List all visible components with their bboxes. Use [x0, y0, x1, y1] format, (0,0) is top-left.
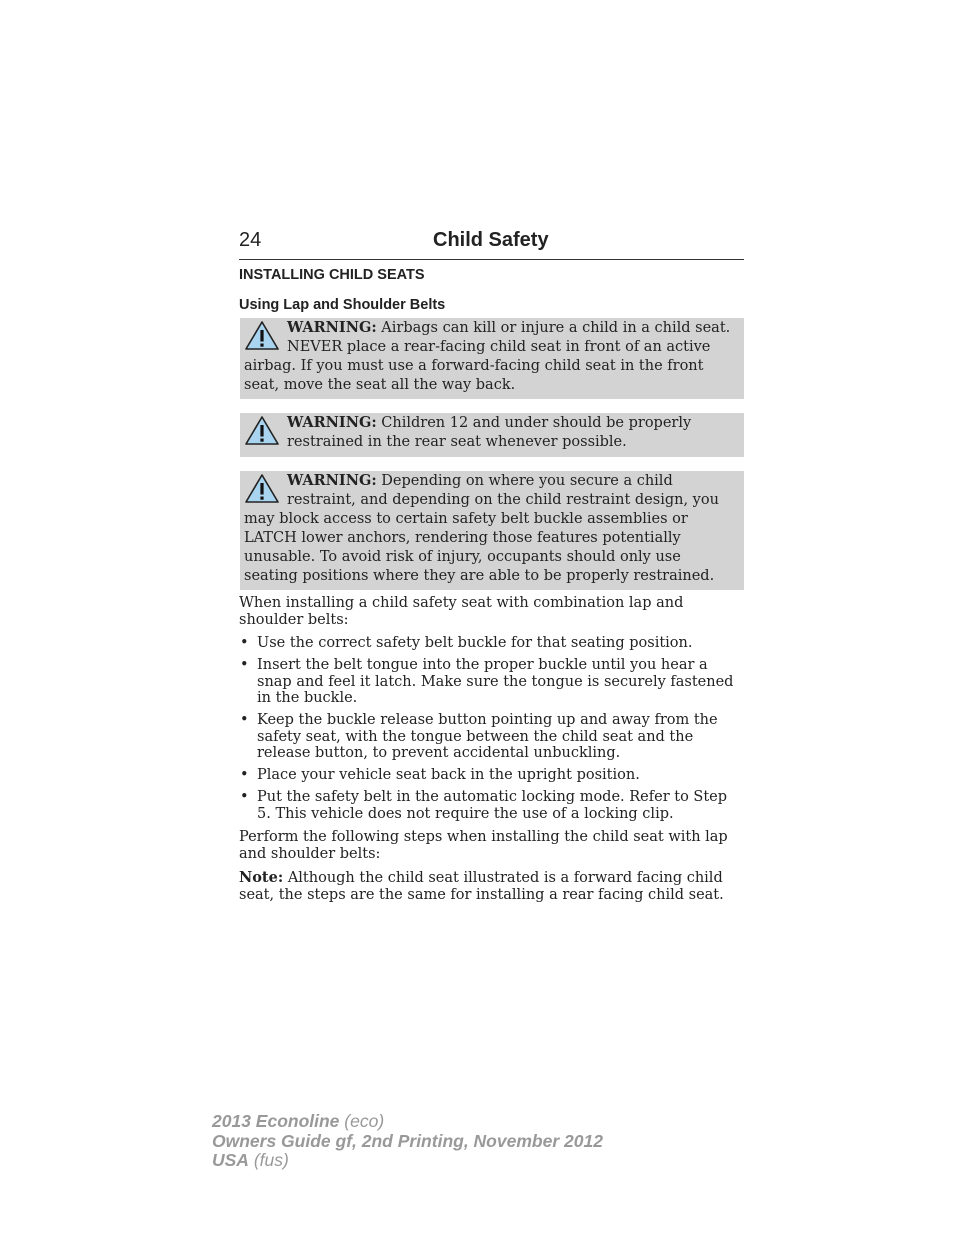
chapter-title: Child Safety — [433, 229, 549, 251]
page-footer — [212, 1112, 603, 1171]
footer-region: USA — [212, 1150, 249, 1170]
bullet-icon: • — [240, 767, 249, 784]
note-paragraph — [239, 870, 739, 903]
footer-line-2: Owners Guide gf, 2nd Printing, November 2012 — [212, 1130, 603, 1151]
steps-paragraph: Perform the following steps when installing the child seat with lap and shoulder belts: — [239, 829, 728, 862]
list-item — [239, 767, 744, 784]
list-item — [239, 657, 744, 707]
subsection-heading: Using Lap and Shoulder Belts — [239, 297, 446, 313]
warning-triangle-icon — [244, 473, 284, 507]
list-item — [239, 789, 744, 822]
note-text: Although the child seat illustrated is a forward facing child seat, the steps are the same for installing a rear facing child seat. — [239, 870, 724, 903]
page-header — [239, 229, 744, 260]
warning-triangle-icon — [244, 415, 284, 449]
list-item-text: Place your vehicle seat back in the upright position. — [257, 767, 640, 784]
bullet-list — [239, 635, 744, 828]
section-heading: INSTALLING CHILD SEATS — [239, 267, 425, 283]
list-item-text: Insert the belt tongue into the proper buckle until you hear a snap and feel it latch. Make sure the tongue is securely fastened in the buckle. — [257, 657, 734, 707]
bullet-icon: • — [240, 635, 249, 651]
warning-label: WARNING: — [287, 414, 377, 431]
warning-text: Depending on where you secure a child restraint, and depending on the child restraint design, you may block access to certain safety belt buckle assemblies or LATCH lower anchors, rendering those features potentially unusable. To avoid risk of injury, occupants should only use seating positions where they are able to be properly restrained. — [244, 473, 719, 584]
warning-text: Airbags can kill or injure a child in a child seat. NEVER place a rear-facing child seat in front of an active airbag. If you must use a forward-facing child seat in the front seat, move the seat all the way back. — [244, 320, 731, 393]
list-item-text: Use the correct safety belt buckle for that seating position. — [257, 635, 693, 651]
footer-model-code: (eco) — [344, 1111, 385, 1131]
list-item-text: Keep the buckle release button pointing up and away from the safety seat, with the tongue between the child seat and the release button, to prevent accidental unbuckling. — [257, 712, 718, 762]
warning-label: WARNING: — [287, 319, 377, 336]
warning-label: WARNING: — [287, 472, 377, 489]
intro-paragraph: When installing a child safety seat with combination lap and shoulder belts: — [239, 595, 684, 628]
bullet-icon: • — [240, 789, 249, 806]
footer-region-code: (fus) — [253, 1150, 289, 1170]
warning-box — [240, 318, 744, 399]
warning-triangle-icon — [244, 320, 284, 354]
warning-box — [240, 413, 744, 457]
warning-box — [240, 471, 744, 590]
footer-model: 2013 Econoline — [212, 1111, 340, 1131]
footer-line-1 — [212, 1112, 603, 1132]
bullet-icon: • — [240, 657, 249, 674]
page-number: 24 — [239, 229, 262, 251]
warning-text: Children 12 and under should be properly restrained in the rear seat whenever possible. — [287, 415, 692, 450]
footer-line-3 — [212, 1151, 603, 1171]
list-item — [239, 712, 744, 762]
list-item-text: Put the safety belt in the automatic locking mode. Refer to Step 5. This vehicle does not require the use of a locking clip. — [257, 789, 728, 822]
note-label: Note: — [239, 869, 284, 886]
list-item — [239, 635, 744, 652]
bullet-icon: • — [240, 712, 249, 729]
